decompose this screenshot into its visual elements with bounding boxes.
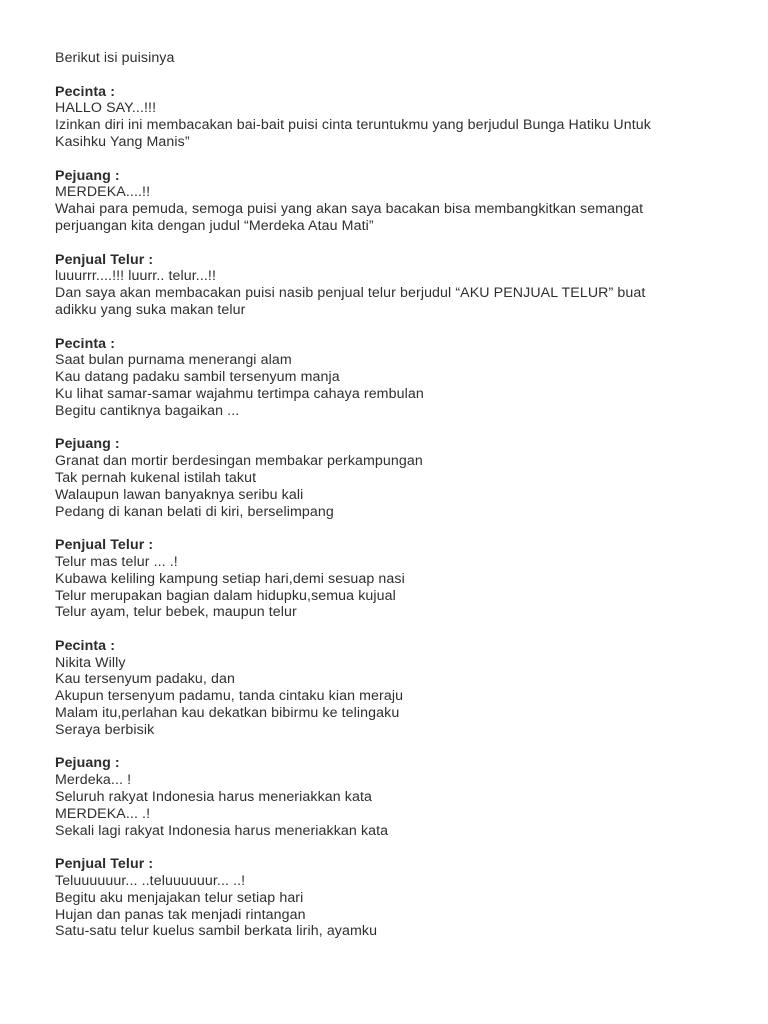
speaker-label: Pejuang : [55, 436, 120, 453]
poem-line: Tak pernah kukenal istilah takut [55, 469, 257, 486]
poem-line: MERDEKA....!! [55, 184, 151, 201]
poem-line: Satu-satu telur kuelus sambil berkata lirih, ayamku [55, 923, 378, 940]
poem-line: Kubawa keliling kampung setiap hari,demi sesuap nasi [55, 570, 405, 587]
poem-line: Sekali lagi rakyat Indonesia harus meneriakkan kata [55, 822, 389, 839]
stanza-2 [55, 168, 745, 235]
poem-line: Teluuuuuur... ..teluuuuuur... ..! [55, 873, 246, 890]
speaker-label: Penjual Telur : [55, 251, 154, 268]
stanza-3 [55, 252, 745, 319]
poem-line: Telur merupakan bagian dalam hidupku,semua kujual [55, 587, 396, 604]
poem-line: Begitu cantiknya bagaikan ... [55, 402, 240, 419]
poem-line: Nikita Willy [55, 654, 126, 671]
poem-line: Granat dan mortir berdesingan membakar perkampungan [55, 453, 423, 470]
poem-line: Malam itu,perlahan kau dekatkan bibirmu ke telingaku [55, 705, 400, 722]
speaker-label: Pejuang : [55, 755, 120, 772]
stanza-4 [55, 336, 745, 420]
poem-line: Begitu aku menjajakan telur setiap hari [55, 889, 304, 906]
speaker-label: Penjual Telur : [55, 537, 154, 554]
poem-line: luuurrr....!!! luurr.. telur...!! [55, 268, 216, 285]
stanza-7 [55, 638, 745, 739]
poem-line: perjuangan kita dengan judul “Merdeka Atau Mati” [55, 217, 374, 234]
poem-line: Dan saya akan membacakan puisi nasib penjual telur berjudul “AKU PENJUAL TELUR” buat [55, 285, 646, 302]
poem-line: Ku lihat samar-samar wajahmu tertimpa cahaya rembulan [55, 385, 424, 402]
poem-line: Izinkan diri ini membacakan bai-bait puisi cinta teruntukmu yang berjudul Bunga Hatiku Untuk [55, 117, 651, 134]
poem-line: Hujan dan panas tak menjadi rintangan [55, 906, 306, 923]
poem-line: Saat bulan purnama menerangi alam [55, 352, 292, 369]
stanza-8 [55, 755, 745, 839]
poem-line: Walaupun lawan banyaknya seribu kali [55, 486, 304, 503]
poem-line: Pedang di kanan belati di kiri, berselimpang [55, 503, 334, 520]
poem-line: adikku yang suka makan telur [55, 301, 246, 318]
document-page [55, 50, 745, 957]
poem-line: Kau tersenyum padaku, dan [55, 671, 235, 688]
stanza-5 [55, 436, 745, 520]
poem-line: Kasihku Yang Manis” [55, 133, 190, 150]
poem-line: Wahai para pemuda, semoga puisi yang akan saya bacakan bisa membangkitkan semangat [55, 201, 644, 218]
poem-line: HALLO SAY...!!! [55, 100, 157, 117]
speaker-label: Penjual Telur : [55, 856, 154, 873]
speaker-label: Pecinta : [55, 335, 116, 352]
speaker-label: Pejuang : [55, 167, 120, 184]
poem-line: MERDEKA... .! [55, 805, 151, 822]
poem-line: Kau datang padaku sambil tersenyum manja [55, 369, 340, 386]
speaker-label: Pecinta : [55, 637, 116, 654]
stanza-1 [55, 84, 745, 151]
poem-line: Merdeka... ! [55, 772, 132, 789]
poem-line: Akupun tersenyum padamu, tanda cintaku kian meraju [55, 688, 404, 705]
stanza-9 [55, 856, 745, 940]
stanza-6 [55, 537, 745, 621]
poem-line: Seluruh rakyat Indonesia harus meneriakkan kata [55, 789, 373, 806]
speaker-label: Pecinta : [55, 83, 116, 100]
poem-line: Telur ayam, telur bebek, maupun telur [55, 604, 297, 621]
poem-line: Seraya berbisik [55, 721, 155, 738]
intro-text: Berikut isi puisinya [55, 50, 175, 66]
poem-line: Telur mas telur ... .! [55, 553, 178, 570]
